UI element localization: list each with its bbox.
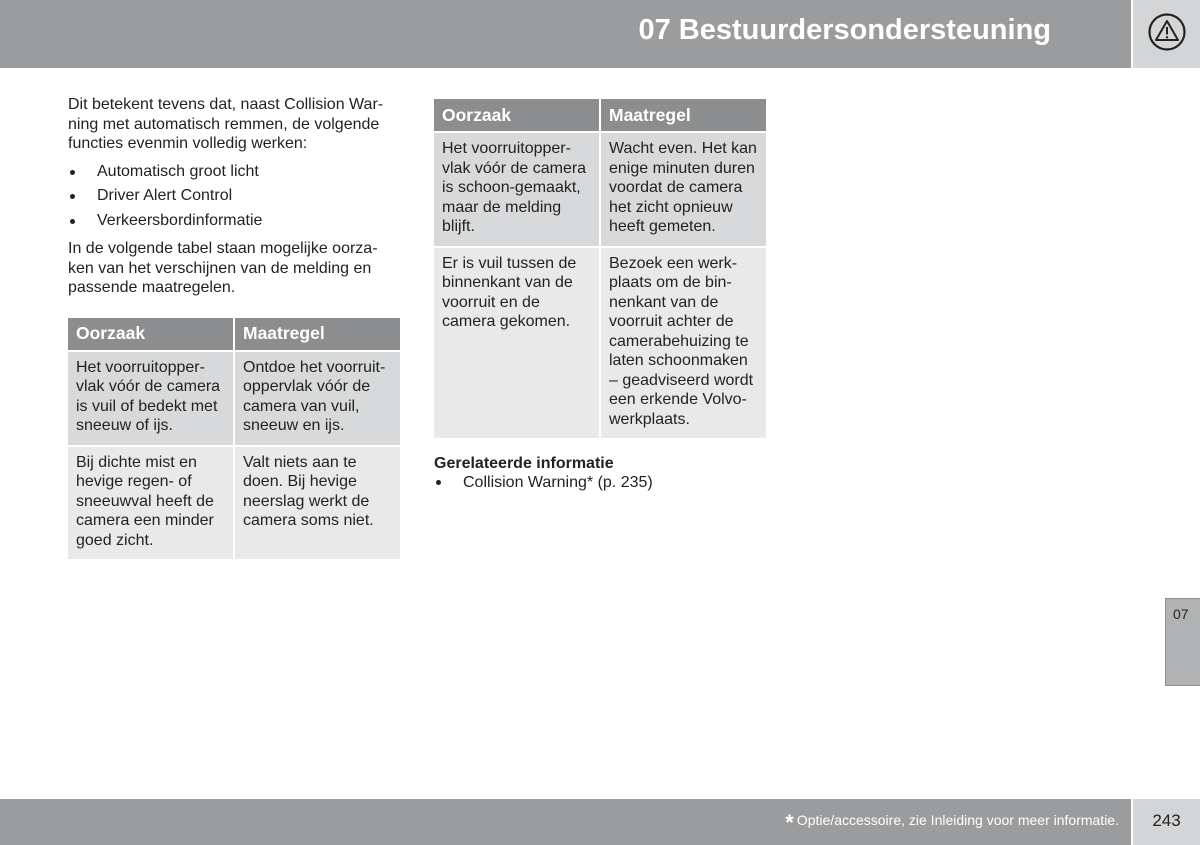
table-cell: Wacht even. Het kan enige minuten duren voordat de camera het zicht opnieuw heeft gemeten. — [601, 133, 766, 246]
table-row — [434, 248, 766, 439]
related-info-heading: Gerelateerde informatie — [434, 455, 614, 472]
table-row — [68, 352, 400, 445]
table-cell: Het voorruitopper-vlak vóór de camera is vuil of bedekt met sneeuw of ijs. — [68, 352, 233, 445]
table-row — [434, 133, 766, 246]
header-bar — [0, 0, 1131, 68]
footnote-text: Optie/accessoire, zie Inleiding voor meer informatie. — [796, 812, 1119, 828]
table-header-cause: Oorzaak — [434, 99, 599, 131]
function-list — [68, 160, 400, 234]
table-cell: Bij dichte mist en hevige regen- of sneeuwval heeft de camera een minder goed zicht. — [68, 447, 233, 560]
table-row — [68, 447, 400, 560]
header-icon-box — [1133, 0, 1200, 68]
table-cell: Bezoek een werk-plaats om de bin-nenkant van de voorruit achter de camerabehuizing te laten schoonmaken – geadviseerd wordt een erkende Volvo-werkplaats. — [601, 248, 766, 439]
page-number: 243 — [1152, 811, 1181, 830]
list-item: Driver Alert Control — [68, 184, 400, 209]
footer-bar — [0, 799, 1131, 845]
table-header-action: Maatregel — [601, 99, 766, 131]
footnote — [785, 810, 1119, 836]
table-intro-paragraph: In de volgende tabel staan mogelijke oorza-ken van het verschijnen van de melding en passende maatregelen. — [68, 240, 378, 296]
footnote-star: * — [785, 810, 794, 835]
list-item: Automatisch groot licht — [68, 160, 400, 185]
chapter-side-tab[interactable] — [1165, 598, 1200, 686]
left-column — [68, 95, 400, 561]
table-cell: Het voorruitopper-vlak vóór de camera is schoon-gemaakt, maar de melding blijft. — [434, 133, 599, 246]
related-link-collision-warning[interactable]: Collision Warning* (p. 235) — [434, 473, 766, 492]
intro-paragraph: Dit betekent tevens dat, naast Collision War-ning met automatisch remmen, de volgende functies evenmin volledig werken: — [68, 96, 384, 152]
table-header-action: Maatregel — [235, 318, 400, 350]
cause-action-table-right — [432, 97, 768, 440]
list-item: Verkeersbordinformatie — [68, 209, 400, 234]
table-cell: Valt niets aan te doen. Bij hevige neerslag werkt de camera soms niet. — [235, 447, 400, 560]
side-tab-label: 07 — [1173, 606, 1189, 622]
cause-action-table-left — [66, 316, 402, 562]
warning-triangle-icon — [1147, 12, 1187, 52]
table-cell: Er is vuil tussen de binnenkant van de voorruit en de camera gekomen. — [434, 248, 599, 439]
table-header-cause: Oorzaak — [68, 318, 233, 350]
page-number-box — [1133, 799, 1200, 845]
table-cell: Ontdoe het voorruit-oppervlak vóór de camera van vuil, sneeuw en ijs. — [235, 352, 400, 445]
middle-column — [434, 97, 766, 492]
chapter-title: 07 Bestuurdersondersteuning — [638, 14, 1051, 46]
